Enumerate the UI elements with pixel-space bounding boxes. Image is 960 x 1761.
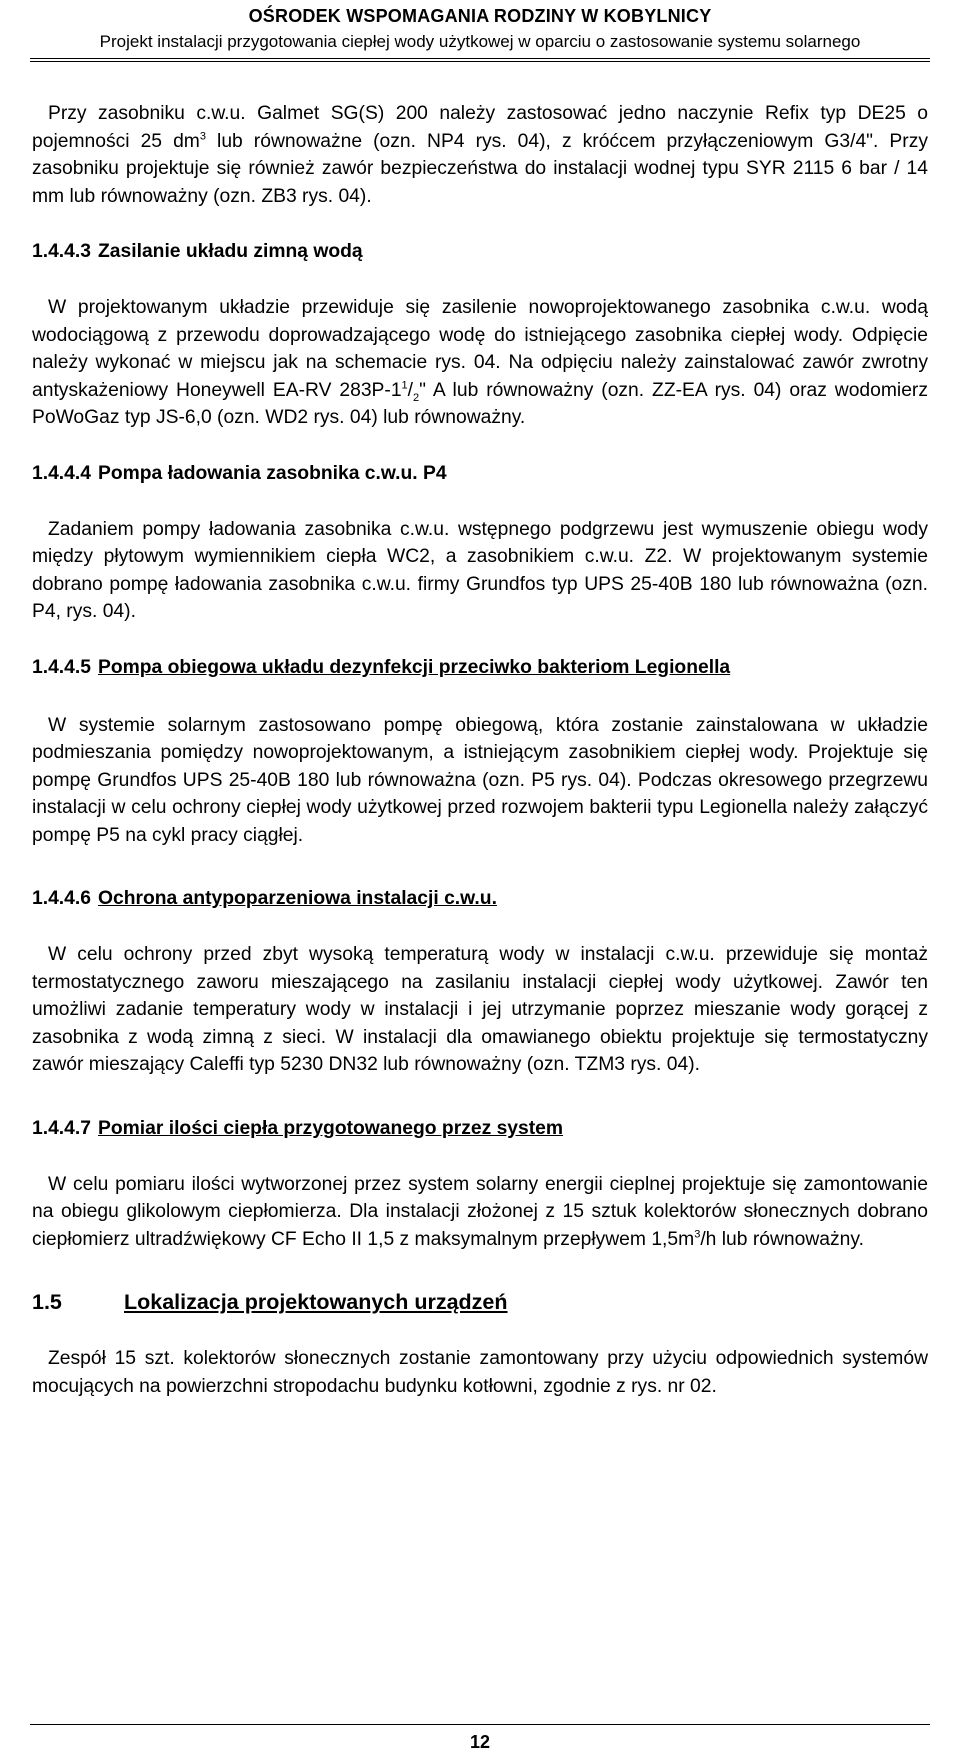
section-1446-paragraph: W celu ochrony przed zbyt wysoką temperaturą wody w instalacji c.w.u. przewiduje się montaż termostatycznego zaworu mieszającego na zasilaniu instalacji ciepłej wody użytkowej. Zawór ten umożliwi zadanie temperatury wody w instalacji i jej utrzymanie poprzez mieszanie wody gorącej z zasobnika z wodą zimną z sieci. W instalacji dla omawianego obiektu projektuje się termostatyczny zawór mieszający Caleffi typ 5230 DN32 lub równoważny (ozn. TZM3 rys. 04). — [32, 944, 928, 1076]
section-1443-heading: 1.4.4.3 Zasilanie układu zimną wodą — [32, 241, 363, 263]
header-rule-2 — [30, 61, 930, 62]
section-1444-paragraph: Zadaniem pompy ładowania zasobnika c.w.u. wstępnego podgrzewu jest wymuszenie obiegu wody między płytowym wymiennikiem ciepła WC2, a zasobnikiem c.w.u. Z2. W projektowanym systemie dobrano pompę ładowania zasobnika c.w.u. firmy Grundfos typ UPS 25-40B 180 lub równoważna (ozn. P4, rys. 04). — [32, 518, 928, 623]
section-1443-paragraph: W projektowanym układzie przewiduje się zasilenie nowoprojektowanego zasobnika c.w.u. wodą wodociągową z przewodu doprowadzającego wodę do istniejącego zasobnika ciepłej wody. Odpięcie należy wykonać w miejscu jak na schemacie rys. 04. Na odpięciu należy zainstalować zawór zwrotny antyskażeniowy Honeywell EA-RV $283P-1^1/_2$" A lub równoważny (ozn. ZZ-EA rys. 04) oraz wodomierz PoWoGaz typ JS-6,0 (ozn. WD2 rys. 04) lub równoważny. — [32, 296, 928, 429]
document-body — [32, 100, 928, 1400]
header-rule — [30, 58, 930, 59]
section-15-heading: 1.5 Lokalizacja projektowanych urządzeń — [32, 1290, 508, 1315]
section-1444-heading: 1.4.4.4 Pompa ładowania zasobnika c.w.u. P4 — [32, 462, 447, 484]
section-1447-heading: 1.4.4.7 Pomiar ilości ciepła przygotowanego przez system — [32, 1118, 564, 1140]
header-project-title: Projekt instalacji przygotowania ciepłej wody użytkowej w oparciu o zastosowanie systemu solarnego — [99, 32, 861, 51]
section-1446-heading: 1.4.4.6 Ochrona antypoparzeniowa instalacji c.w.u. — [32, 888, 497, 910]
page-number: 12 — [469, 1732, 491, 1752]
intro-paragraph: Przy zasobniku c.w.u. Galmet SG(S) 200 należy zastosować jedno naczynie Refix typ DE25 o pojemności 25 $dm^3$ lub równoważne (ozn. NP4 rys. 04), z króćcem przyłączeniowym G3/4". Przy zasobniku projektuje się również zawór bezpieczeństwa do instalacji wodnej typu SYR 2115 6 bar / 14 mm lub równoważny (ozn. ZB3 rys. 04). — [32, 103, 928, 207]
section-1445-heading: 1.4.4.5 Pompa obiegowa układu dezynfekcji przeciwko bakteriom Legionella — [32, 656, 731, 678]
footer-rule — [30, 1724, 930, 1725]
section-1445-paragraph: W systemie solarnym zastosowano pompę obiegową, która zostanie zainstalowana w układzie podmieszania pomiędzy nowoprojektowanym, a istniejącym zasobnikiem ciepłej wody. Projektuje się pompę Grundfos UPS 25-40B 180 lub równoważna (ozn. P5 rys. 04). Podczas okresowego przegrzewu instalacji w celu ochrony ciepłej wody użytkowej przed rozwojem bakterii typu Legionella należy załączyć pompę P5 na cykl pracy ciągłej. — [32, 714, 928, 846]
section-1447-paragraph: W celu pomiaru ilości wytworzonej przez system solarny energii cieplnej projektuje się zamontowanie na obiegu glikolowym ciepłomierza. Dla instalacji złożonej z 15 sztuk kolektorów słonecznych dobrano ciepłomierz ultradźwiękowy CF Echo II 1,5 z maksymalnym przepływem $1,5m^3/h$ lub równoważny. — [32, 1173, 928, 1250]
header-organization: OŚRODEK WSPOMAGANIA RODZINY W KOBYLNICY — [248, 6, 712, 26]
section-15-paragraph: Zespół 15 szt. kolektorów słonecznych zostanie zamontowany przy użyciu odpowiednich systemów mocujących na powierzchni stropodachu budynku kotłowni, zgodnie z rys. nr 02. — [32, 1348, 928, 1397]
